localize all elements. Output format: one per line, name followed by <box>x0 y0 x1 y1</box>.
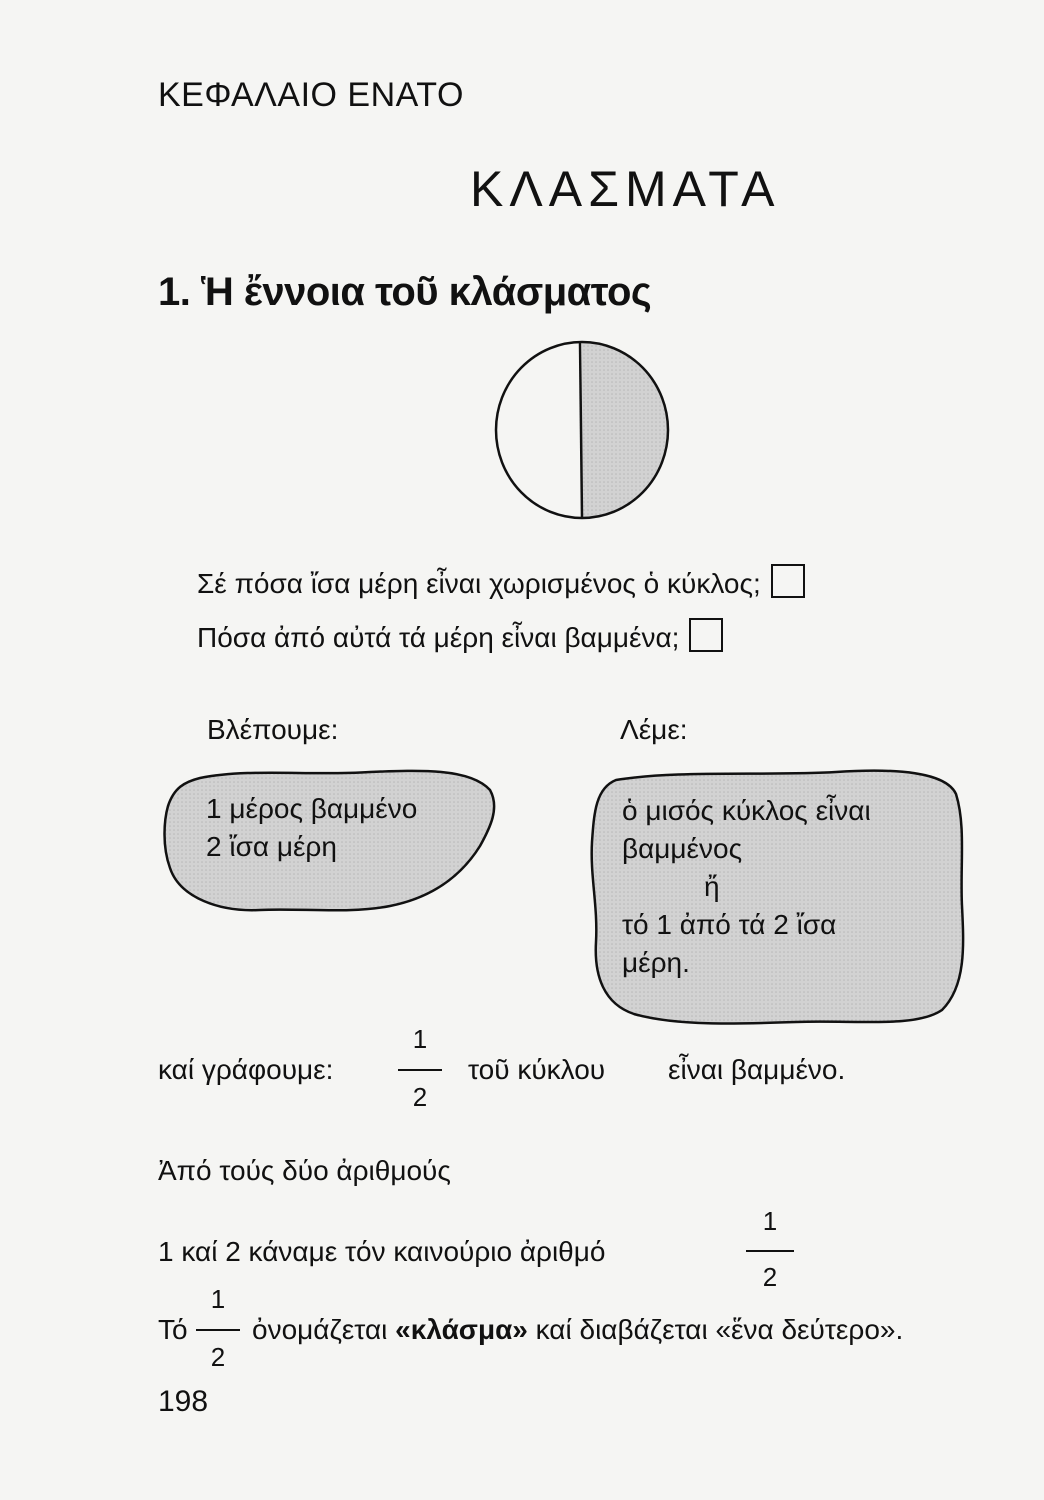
fraction-made-num: 1 <box>762 1206 778 1236</box>
write-suffix-1: τοῦ κύκλου <box>468 1054 606 1085</box>
question-shaded-text: Πόσα ἀπό αὐτά τά μέρη εἶναι βαμμένα; <box>197 622 680 653</box>
write-suffix-2: εἶναι βαμμένο. <box>668 1054 846 1085</box>
named-middle: ὀνομάζεται <box>252 1314 388 1345</box>
shaded-half <box>582 342 668 518</box>
see-line-1: 1 μέρος βαμμένο <box>206 793 418 824</box>
fraction-write-bar <box>398 1069 442 1071</box>
fraction-named-bar <box>196 1329 240 1331</box>
answer-box-parts[interactable] <box>771 564 805 598</box>
page-number: 198 <box>158 1385 209 1418</box>
answer-box-shaded[interactable] <box>689 618 723 652</box>
see-label: Βλέπουμε: <box>207 714 339 745</box>
write-prefix: καί γράφουμε: <box>158 1054 334 1085</box>
say-line-1: ὁ μισός κύκλος εἶναι <box>622 795 871 826</box>
say-line-5: μέρη. <box>622 947 690 978</box>
named-prefix: Τό <box>158 1314 188 1345</box>
named-bold-term: «κλάσμα» <box>395 1314 528 1345</box>
section-heading: 1. Ἡ ἔννοια τοῦ κλάσματος <box>158 270 652 314</box>
fraction-named-den: 2 <box>210 1342 226 1372</box>
fraction-made-bar <box>746 1250 794 1252</box>
question-parts <box>197 564 805 600</box>
say-line-2: βαμμένος <box>622 833 743 864</box>
question-shaded <box>197 618 723 654</box>
made-number-text: 1 καί 2 κάναμε τόν καινούριο ἀριθμό <box>158 1236 606 1267</box>
from-numbers-text: Ἀπό τούς δύο ἀριθμούς <box>158 1155 451 1186</box>
circle-divider <box>580 342 582 518</box>
named-text <box>252 1314 903 1346</box>
fraction-made-den: 2 <box>762 1262 778 1292</box>
say-label: Λέμε: <box>620 714 688 745</box>
named-suffix: καί διαβάζεται «ἕνα δεύτερο». <box>535 1314 904 1345</box>
say-line-3: ἤ <box>704 871 720 902</box>
chapter-title: ΚΛΑΣΜΑΤΑ <box>470 161 781 217</box>
fraction-write-den: 2 <box>412 1082 428 1112</box>
chapter-heading: ΚΕΦΑΛΑΙΟ ΕΝΑΤΟ <box>158 76 464 114</box>
say-line-4: τό 1 ἀπό τά 2 ἴσα <box>622 909 837 940</box>
half-shaded-circle <box>494 340 670 520</box>
question-parts-text: Σέ πόσα ἴσα μέρη εἶναι χωρισμένος ὁ κύκλος; <box>197 568 761 599</box>
fraction-named <box>196 1284 240 1374</box>
see-line-2: 2 ἴσα μέρη <box>206 831 337 862</box>
fraction-made <box>746 1206 794 1296</box>
fraction-write-num: 1 <box>412 1024 428 1054</box>
fraction-named-num: 1 <box>210 1284 226 1314</box>
fraction-write <box>398 1024 442 1114</box>
